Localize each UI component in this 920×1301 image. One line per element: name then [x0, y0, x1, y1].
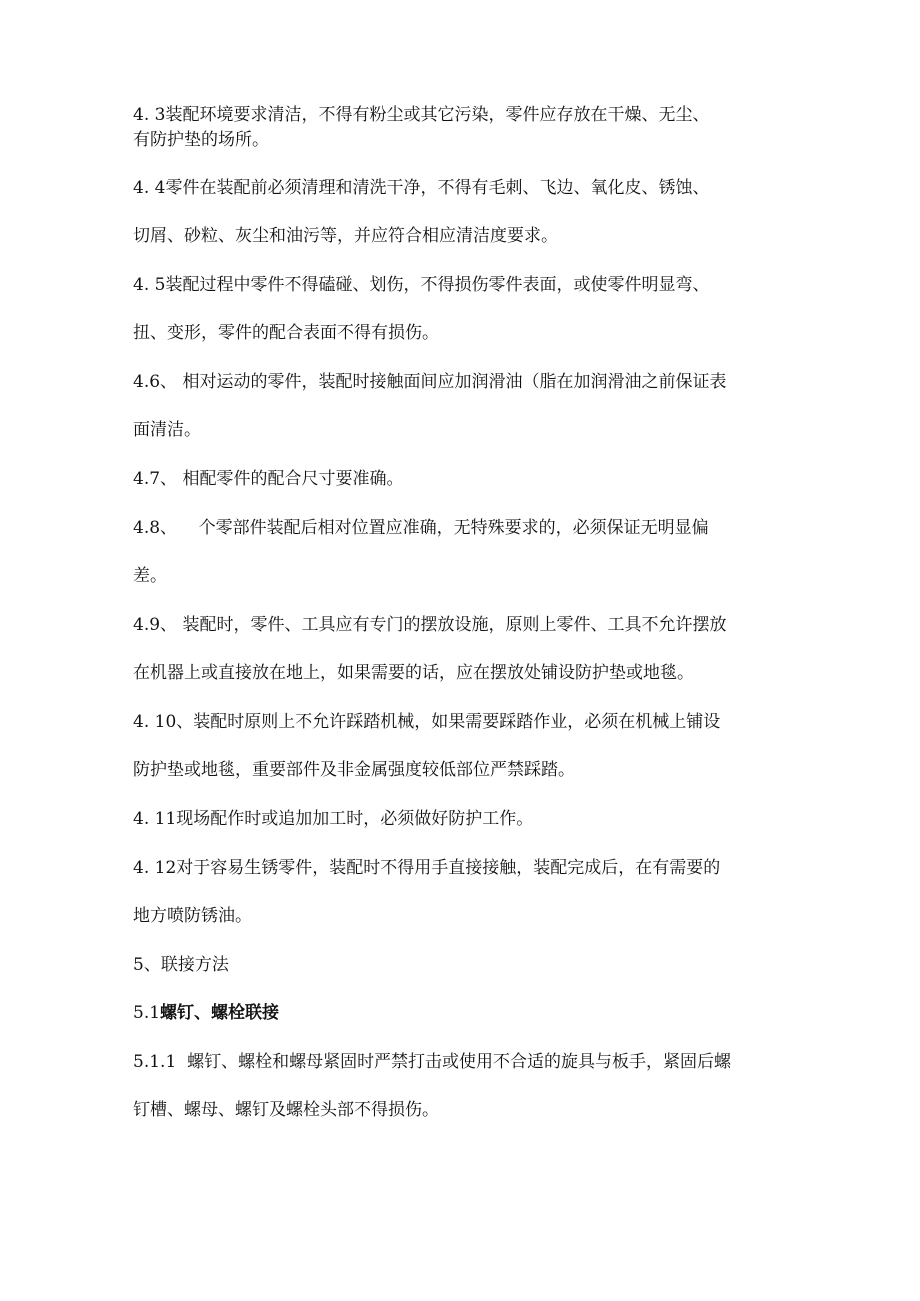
text-line: 扭、变形，零件的配合表面不得有损伤。 [133, 323, 439, 343]
text-line: 防护垫或地毯，重要部件及非金属强度较低部位严禁踩踏。 [133, 760, 575, 780]
subsection-heading [133, 1002, 279, 1024]
text-line: 4. 5装配过程中零件不得磕碰、划伤，不得损伤零件表面，或使零件明显弯、 [133, 275, 710, 295]
text-line: 4.9、 装配时，零件、工具应有专门的摆放设施，原则上零件、工具不允许摆放 [133, 615, 727, 635]
text-line: 5.1.1 螺钉、螺栓和螺母紧固时严禁打击或使用不合适的旋具与板手，紧固后螺 [133, 1052, 732, 1072]
text-line: 4.6、 相对运动的零件，装配时接触面间应加润滑油（脂在加润滑油之前保证表 [133, 372, 727, 392]
subsection-title: 螺钉、螺栓联接 [160, 1003, 280, 1023]
text-line: 4. 10、装配时原则上不允许踩踏机械，如果需要踩踏作业，必须在机械上铺设 [133, 712, 721, 732]
text-line: 4. 4零件在装配前必须清理和清洗干净，不得有毛刺、飞边、氧化皮、锈蚀、 [133, 178, 710, 198]
text-line: 钉槽、螺母、螺钉及螺栓头部不得损伤。 [133, 1100, 439, 1120]
text-line: 4.8、 个零部件装配后相对位置应准确，无特殊要求的，必须保证无明显偏 [133, 518, 709, 538]
text-line: 4. 3装配环境要求清洁，不得有粉尘或其它污染，零件应存放在干燥、无尘、 [133, 105, 710, 125]
subsection-number: 5.1 [133, 1003, 161, 1023]
text-line: 4. 12对于容易生锈零件，装配时不得用手直接接触，装配完成后，在有需要的 [133, 858, 721, 878]
section-heading: 5、联接方法 [133, 955, 229, 975]
text-line: 4. 11现场配作时或追加加工时，必须做好防护工作。 [133, 809, 534, 829]
text-line: 4.7、 相配零件的配合尺寸要准确。 [133, 469, 404, 489]
text-line: 切屑、砂粒、灰尘和油污等，并应符合相应清洁度要求。 [133, 226, 558, 246]
text-line: 有防护垫的场所。 [133, 130, 269, 150]
text-line: 面清洁。 [133, 420, 201, 440]
text-line: 在机器上或直接放在地上，如果需要的话，应在摆放处铺设防护垫或地毯。 [133, 663, 694, 683]
text-line: 差。 [133, 566, 167, 586]
text-line: 地方喷防锈油。 [133, 906, 252, 926]
